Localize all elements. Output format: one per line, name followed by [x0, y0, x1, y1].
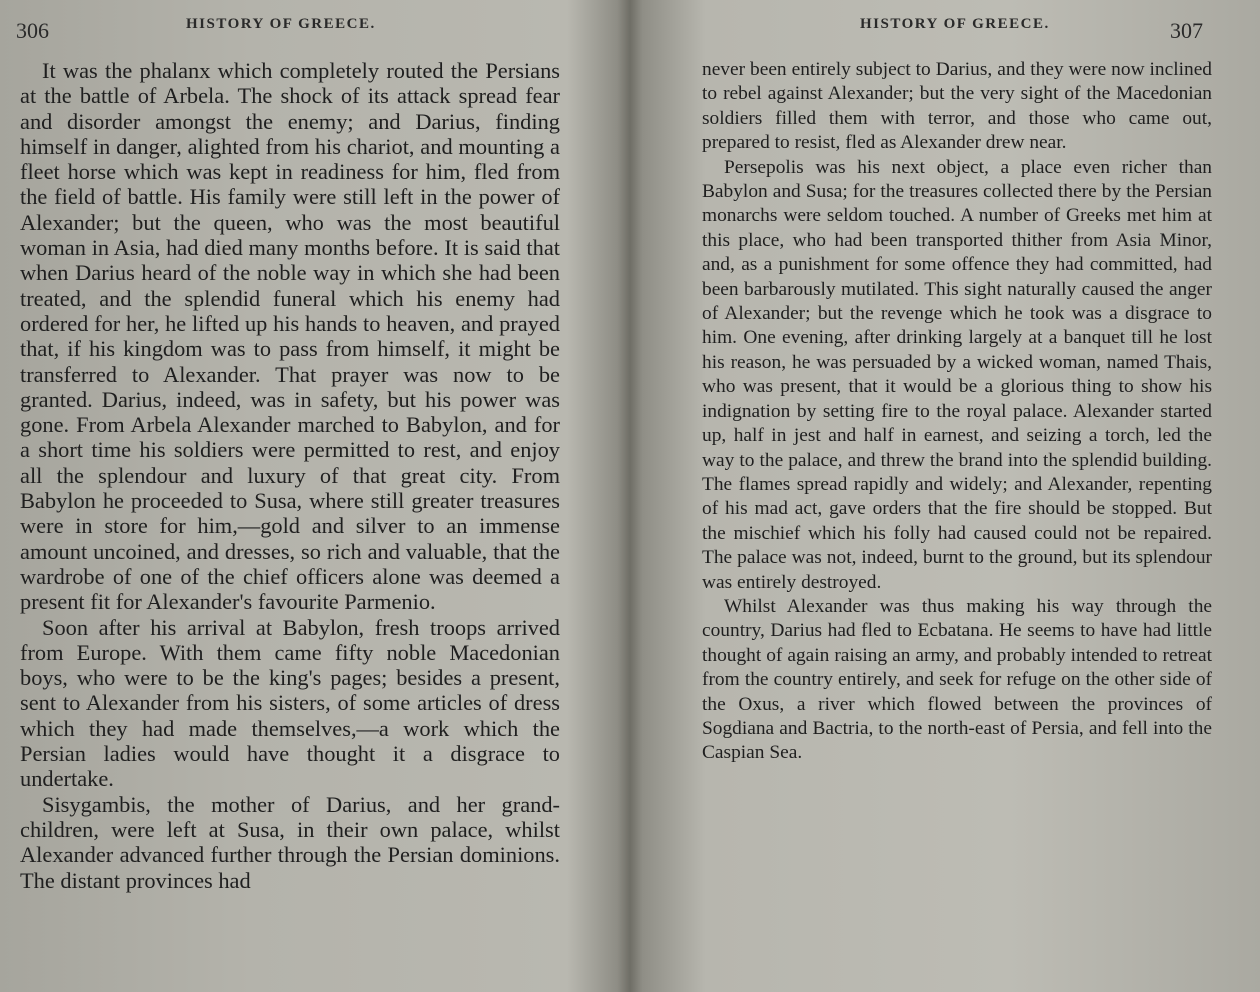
- page-number: 307: [1170, 18, 1203, 43]
- left-page: [0, 0, 612, 992]
- right-page-header: [648, 12, 1260, 46]
- right-page: [648, 0, 1260, 992]
- running-head: HISTORY OF GREECE.: [860, 16, 1050, 32]
- paragraph: Sisygambis, the mother of Darius, and her grand-children, were left at Susa, in their own palace, whilst Alexander advanced further through the Persian dominions. The distant provinces had: [20, 791, 560, 893]
- left-page-header: [0, 12, 612, 46]
- paragraph: Whilst Alexander was thus making his way through the country, Darius had fled to Ecbatana. He seems to have had little thought of again raising an army, and probably intended to retreat from the country entirely, and seek for refuge on the other side of the Oxus, a river which flowed between the provinces of Sogdiana and Bactria, to the north-east of Persia, and fell into the Caspian Sea.: [702, 595, 1212, 764]
- page-number: 306: [16, 18, 49, 43]
- paragraph: It was the phalanx which completely routed the Persians at the battle of Arbela. The shock of its attack spread fear and disorder amongst the enemy; and Darius, finding himself in danger, alighted from his chariot, and mounting a fleet horse which was kept in readiness for him, fled from the field of battle. His family were still left in the power of Alexander; but the queen, who was the most beautiful woman in Asia, had died many months before. It is said that when Darius heard of the noble way in which she had been treated, and the splendid funeral which his enemy had ordered for her, he lifted up his hands to heaven, and prayed that, if his kingdom was to pass from himself, it might be transferred to Alexander. That prayer was now to be granted. Darius, indeed, was in safety, but his power was gone. From Arbela Alexander marched to Babylon, and for a short time his soldiers were permitted to rest, and enjoy all the splendour and luxury of that great city. From Babylon he proceeded to Susa, where still greater treasures were in store for him,—gold and silver to an immense amount uncoined, and dresses, so rich and valuable, that the wardrobe of one of the chief officers alone was deemed a present fit for Alexander's favourite Parmenio.: [20, 58, 560, 615]
- running-head: HISTORY OF GREECE.: [186, 16, 376, 32]
- continued-paragraph: never been entirely subject to Darius, and they were now inclined to rebel against Alexander; but the very sight of the Macedonian soldiers filled them with terror, and those who came out, prepared to resist, fled as Alexander drew near.: [702, 59, 1212, 154]
- right-page-body: [702, 58, 1212, 766]
- paragraph: Persepolis was his next object, a place even richer than Babylon and Susa; for the treasures collected there by the Persian monarchs were seldom touched. A number of Greeks met him at this place, who had been transported thither from Asia Minor, and, as a punishment for some offence they had committed, had been barbarously mutilated. This sight naturally caused the anger of Alexander; but the revenge which he took was a disgrace to him. One evening, after drinking largely at a banquet till he lost his reason, he was persuaded by a wicked woman, named Thais, who was present, that it would be a glorious thing to show his indignation by setting fire to the royal palace. Alexander started up, half in jest and half in earnest, and seizing a torch, led the way to the palace, and threw the brand into the splendid building. The flames spread rapidly and widely; and Alexander, repenting of his mad act, gave orders that the fire should be stopped. But the mischief which his folly had caused could not be repaired. The palace was not, indeed, burnt to the ground, but its splendour was entirely destroyed.: [702, 156, 1212, 593]
- paragraph: Soon after his arrival at Babylon, fresh troops arrived from Europe. With them came fifty noble Macedonian boys, who were to be the king's pages; besides a present, sent to Alexander from his sisters, of some articles of dress which they had made themselves,—a work which the Persian ladies would have thought it a disgrace to undertake.: [20, 614, 560, 792]
- left-page-body: [20, 58, 560, 893]
